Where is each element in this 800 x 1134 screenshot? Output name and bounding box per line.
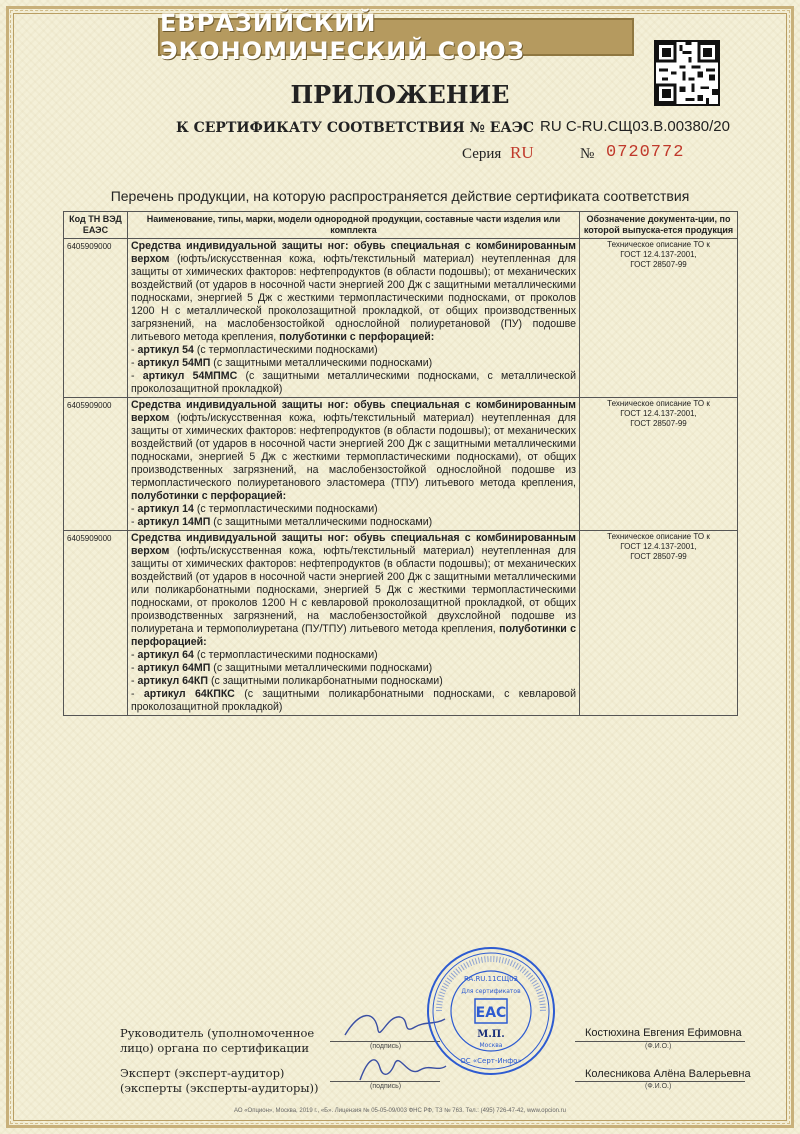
row-intro: Средства индивидуальной защиты ног: обувь специальная с комбинированным верхом (131, 532, 576, 557)
head-name: Костюхина Евгения Ефимовна (585, 1027, 742, 1039)
row-description (128, 239, 580, 398)
head-label-line: лицо) органа по сертификации (120, 1041, 310, 1055)
doc-line: Техническое описание ТО к (607, 532, 710, 541)
item-dash: - (131, 516, 138, 528)
item-dash: - (131, 688, 144, 700)
row-body: (юфть/искусственная кожа, юфть/текстильный материал) неутепленная для защиты от химических факторов: нефтепродуктов (в области подошвы); от механических воздействий (от ударов в носочной части энергией 200 Дж с защитными металлическими подносками, энергией 5 Дж с жесткими термопластическими подносками, от проколов 1200 Н с металлической проколозащитной прокладкой, от общих производственных загрязнений, на маслобензостойкой однослойной полиуретановой (ПУ) подошве литьевого метода крепления, (131, 253, 576, 343)
item-dash: - (131, 649, 138, 661)
item-note: (с защитными металлическими подносками) (210, 662, 433, 674)
row-description (128, 398, 580, 531)
blank-number: 0720772 (606, 143, 685, 162)
table-header-row (64, 212, 738, 239)
item-note: (с защитными поликарбонатными подносками, с кевларовой проколозащитной прокладкой) (131, 688, 576, 713)
item-note: (с термопластическими подносками) (193, 344, 378, 356)
row-tail: полуботинки с перфорацией: (131, 623, 577, 648)
product-list-heading: Перечень продукции, на которую распространяется действие сертификата соответствия (110, 188, 690, 204)
expert-label-line: (эксперты (эксперты-аудиторы)) (120, 1081, 319, 1095)
organization-stamp-icon (425, 945, 557, 1077)
head-name-line (575, 1041, 745, 1042)
row-intro: Средства индивидуальной защиты ног: обувь специальная с комбинированным верхом (131, 399, 576, 424)
item-dash: - (131, 675, 138, 687)
page-title: ПРИЛОЖЕНИЕ (290, 80, 510, 109)
doc-line: ГОСТ 28507-99 (630, 260, 687, 269)
number-label: № (580, 146, 595, 162)
stamp-mp: М.П. (477, 1029, 505, 1040)
expert-signature-caption: (подпись) (370, 1083, 402, 1090)
doc-line: ГОСТ 12.4.137-2001, (620, 250, 697, 259)
union-banner: ЕВРАЗИЙСКИЙ ЭКОНОМИЧЕСКИЙ СОЮЗ (158, 18, 634, 56)
product-table (63, 211, 738, 716)
doc-line: ГОСТ 28507-99 (630, 552, 687, 561)
expert-label-line: Эксперт (эксперт-аудитор) (120, 1066, 285, 1080)
table-row (64, 239, 738, 398)
head-label-line: Руководитель (уполномоченное (120, 1026, 315, 1040)
expert-fio-caption: (Ф.И.О.) (645, 1083, 672, 1090)
doc-line: ГОСТ 12.4.137-2001, (620, 409, 697, 418)
certificate-number: RU C-RU.СЩ03.В.00380/20 (540, 118, 730, 135)
row-code: 6405909000 (64, 531, 128, 716)
item-article: артикул 64 (137, 649, 194, 661)
item-note: (с термопластическими подносками) (193, 503, 378, 515)
doc-line: Техническое описание ТО к (607, 399, 710, 408)
stamp-reg: RA.RU.11СЩ03 (463, 975, 519, 983)
row-doc (580, 239, 738, 398)
header-code: Код ТН ВЭД ЕАЭС (64, 212, 128, 239)
series-value: RU (510, 143, 534, 162)
item-article: артикул 64КП (137, 675, 208, 687)
item-article: артикул 14МП (137, 516, 211, 528)
item-article: артикул 64КПКС (143, 688, 235, 700)
row-tail: полуботинки с перфорацией: (279, 331, 435, 343)
header-name: Наименование, типы, марки, модели однородной продукции, составные части изделия или комплекта (128, 212, 580, 239)
item-article: артикул 64МП (137, 662, 211, 674)
item-dash: - (131, 357, 138, 369)
expert-name: Колесникова Алёна Валерьевна (585, 1068, 751, 1080)
row-body: (юфть/искусственная кожа, юфть/текстильный материал) неутепленная для защиты от химических факторов: нефтепродуктов (в области подошвы); от механических воздействий (от ударов в носочной части энергией 200 Дж с защитными металлическими или поликарбонатными подносками, энергией 5 Дж с жесткими термопластическими подносками, от проколов 1200 Н с кевларовой проколозащитной прокладкой, от общих производственных загрязнений, на маслобензостойкой двухслойной подошве из полиуретана и термополиуретана (ПУ/ТПУ) литьевого метода крепления, (131, 545, 576, 635)
row-code: 6405909000 (64, 239, 128, 398)
item-dash: - (131, 370, 143, 382)
row-code: 6405909000 (64, 398, 128, 531)
stamp-mark: ЕАС (475, 1005, 507, 1021)
head-signature-caption: (подпись) (370, 1043, 402, 1050)
row-intro: Средства индивидуальной защиты ног: обувь специальная с комбинированным верхом (131, 240, 576, 265)
doc-line: Техническое описание ТО к (607, 240, 710, 249)
stamp-org: ОС «Серт-Инфо» (460, 1057, 522, 1065)
stamp-city: Москва (479, 1042, 503, 1049)
row-doc (580, 398, 738, 531)
doc-line: ГОСТ 28507-99 (630, 419, 687, 428)
item-article: артикул 54МП (137, 357, 211, 369)
item-note: (с защитными металлическими подносками, с металлической проколозащитной прокладкой) (131, 370, 576, 395)
stamp-top-text: Для сертификатов (461, 988, 521, 995)
item-article: артикул 54 (137, 344, 194, 356)
item-article: артикул 54МПМС (142, 370, 238, 382)
row-body: (юфть/искусственная кожа, юфть/текстильный материал) неутепленная для защиты от химических факторов: нефтепродуктов (в области подошвы); от механических воздействий (от ударов в носочной части энергией 200 Дж с защитными металлическими подносками, энергией 5 Дж с жесткими термопластическими подносками), от общих производственных загрязнений, на маслобензостойкой однослойной подошве из термопластического полиуретанового эластомера (ТПУ) литьевого метода крепления, (131, 412, 576, 489)
table-row (64, 531, 738, 716)
printer-footer: АО «Опцион», Москва, 2019 г., «Б». Лицензия № 05-05-09/003 ФНС РФ, ТЗ № 763. Тел.: (495) 726-47-42, www.opcion.ru (233, 1108, 566, 1114)
head-fio-caption: (Ф.И.О.) (645, 1043, 672, 1050)
expert-label (120, 1066, 319, 1096)
doc-line: ГОСТ 12.4.137-2001, (620, 542, 697, 551)
row-tail: полуботинки с перфорацией: (131, 490, 287, 502)
certificate-subtitle: К СЕРТИФИКАТУ СООТВЕТСТВИЯ № ЕАЭС (176, 120, 535, 136)
item-article: артикул 14 (137, 503, 194, 515)
header-doc: Обозначение документа-ции, по которой выпуска-ется продукция (580, 212, 738, 239)
item-dash: - (131, 503, 138, 515)
item-dash: - (131, 344, 138, 356)
item-note: (с защитными поликарбонатными подносками) (208, 675, 443, 687)
table-row (64, 398, 738, 531)
item-note: (с защитными металлическими подносками) (210, 357, 433, 369)
head-signatory-label (120, 1026, 314, 1056)
item-note: (с защитными металлическими подносками) (210, 516, 433, 528)
expert-name-line (575, 1081, 745, 1082)
item-note: (с термопластическими подносками) (193, 649, 378, 661)
series-label: Серия (462, 146, 502, 162)
row-doc (580, 531, 738, 716)
row-description (128, 531, 580, 716)
item-dash: - (131, 662, 138, 674)
